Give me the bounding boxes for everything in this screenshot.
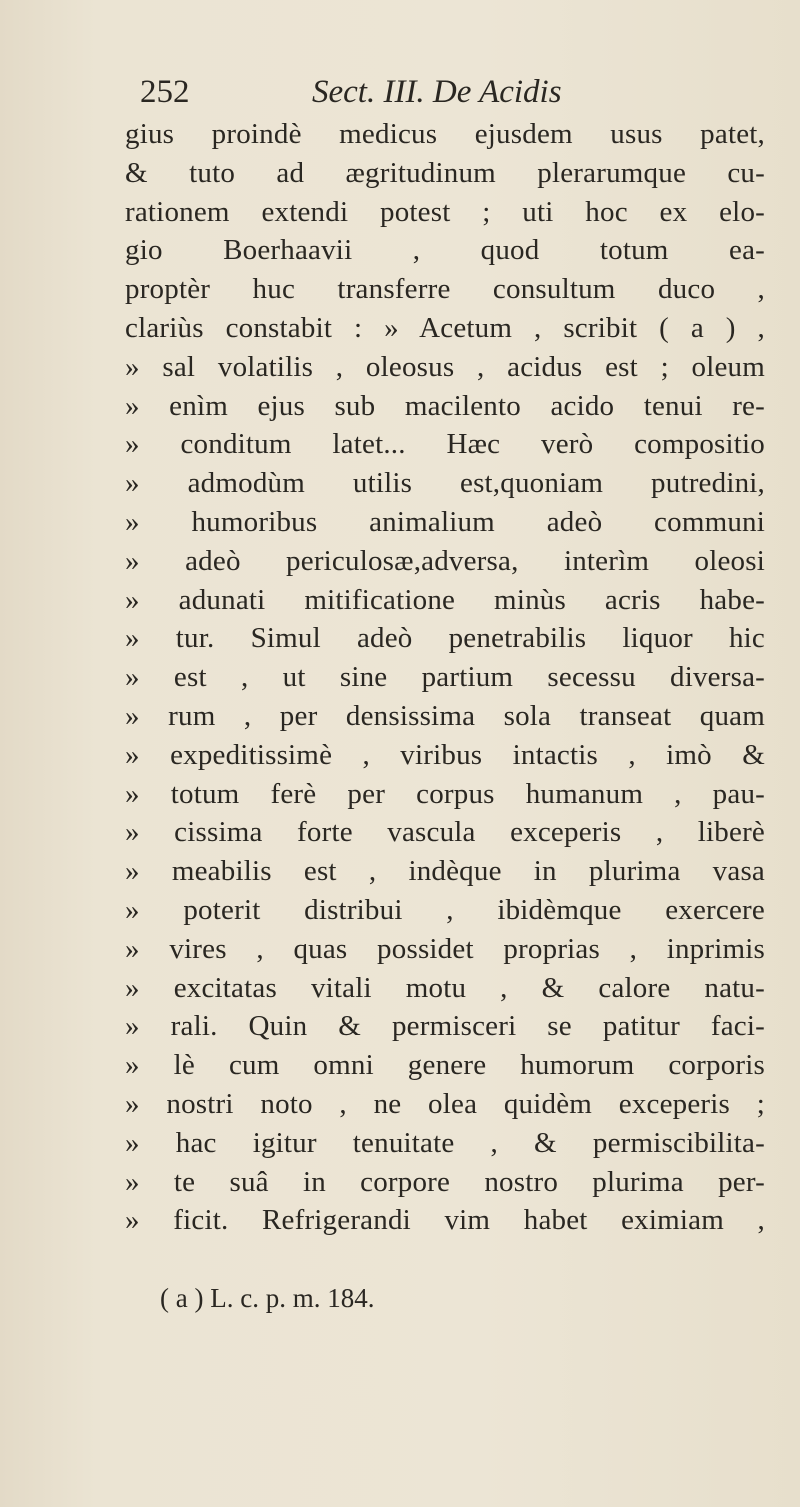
text-line: proptèr huc transferre consultum duco , <box>125 273 765 306</box>
text-line: » sal volatilis , oleosus , acidus est ; oleum <box>125 350 765 383</box>
text-line: » conditum latet... Hæc verò compositio <box>125 428 765 461</box>
body-text <box>125 115 765 1240</box>
text-line: » vires , quas possidet proprias , inprimis <box>125 932 765 965</box>
text-line: & tuto ad ægritudinum plerarumque cu- <box>125 156 765 189</box>
text-line: » nostri noto , ne olea quidèm exceperis ; <box>125 1087 765 1120</box>
text-line: » est , ut sine partium secessu diversa- <box>125 661 765 694</box>
page-header <box>140 72 740 112</box>
text-line: » adeò periculosæ,adversa, interìm oleosi <box>125 544 765 577</box>
text-line: » expeditissimè , viribus intactis , imò & <box>125 738 765 771</box>
text-line: » adunati mitificatione minùs acris habe- <box>125 583 765 616</box>
text-line: » enìm ejus sub macilento acido tenui re- <box>125 389 765 422</box>
text-line: rationem extendi potest ; uti hoc ex elo- <box>125 195 765 228</box>
text-line: » admodùm utilis est,quoniam putredini, <box>125 467 765 500</box>
text-line: gio Boerhaavii , quod totum ea- <box>125 234 765 267</box>
text-line: » rali. Quin & permisceri se patitur faci- <box>125 1010 765 1043</box>
text-line: » ficit. Refrigerandi vim habet eximiam , <box>125 1204 765 1237</box>
page-number: 252 <box>140 74 190 110</box>
text-line: » meabilis est , indèque in plurima vasa <box>125 855 765 888</box>
text-line: » humoribus animalium adeò communi <box>125 505 765 538</box>
footnote: ( a ) L. c. p. m. 184. <box>160 1283 375 1313</box>
text-line: » excitatas vitali motu , & calore natu- <box>125 971 765 1004</box>
text-line: clariùs constabit : » Acetum , scribit ( a ) , <box>125 311 765 344</box>
text-line: » lè cum omni genere humorum corporis <box>125 1049 765 1082</box>
text-line: » cissima forte vascula exceperis , liberè <box>125 816 765 849</box>
running-head: Sect. III. De Acidis <box>312 74 562 110</box>
text-line: » totum ferè per corpus humanum , pau- <box>125 777 765 810</box>
text-line: » rum , per densissima sola transeat quam <box>125 699 765 732</box>
text-line: » tur. Simul adeò penetrabilis liquor hic <box>125 622 765 655</box>
text-line: » hac igitur tenuitate , & permiscibilita- <box>125 1126 765 1159</box>
text-line: » poterit distribui , ibidèmque exercere <box>125 893 765 926</box>
text-line: gius proindè medicus ejusdem usus patet, <box>125 118 765 150</box>
text-line: » te suâ in corpore nostro plurima per- <box>125 1165 765 1198</box>
